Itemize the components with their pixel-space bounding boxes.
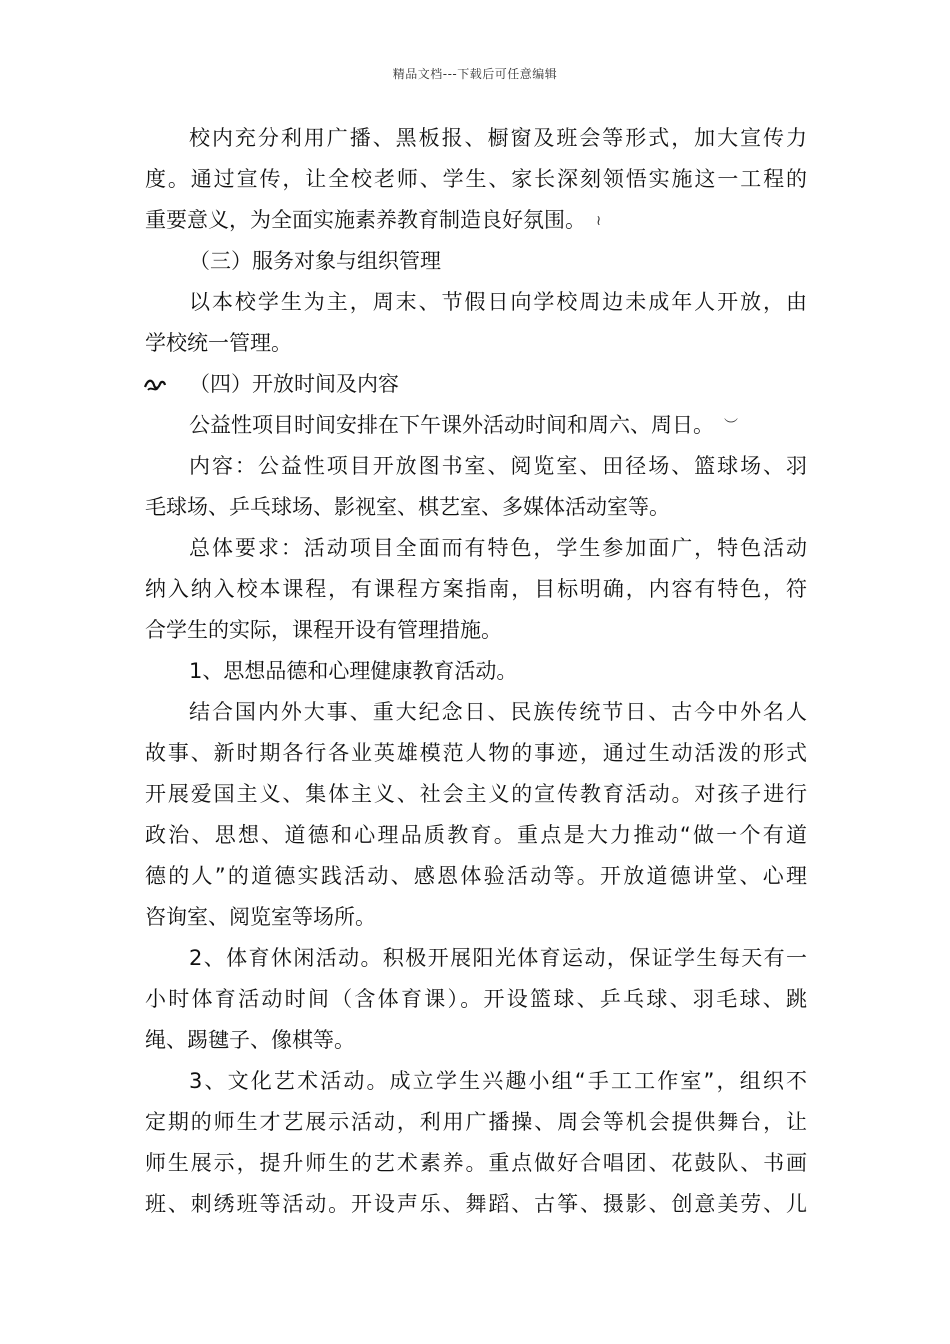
paragraph-line: 开展爱国主义、集体主义、社会主义的宣传教育活动。对孩子进行	[145, 782, 807, 806]
paragraph-line: 班、刺绣班等活动。开设声乐、舞蹈、古筝、摄影、创意美劳、儿	[145, 1192, 807, 1216]
section-heading: （三）服务对象与组织管理	[189, 249, 441, 273]
paragraph-line: 师生展示，提升师生的艺术素养。重点做好合唱团、花鼓队、书画	[145, 1151, 807, 1175]
paragraph-line-text: 公益性项目时间安排在下午课外活动时间和周六、周日。	[189, 413, 714, 437]
paragraph-line-text: 重要意义，为全面实施素养教育制造良好氛围。	[145, 208, 586, 232]
paragraph-line: 小时体育活动时间（含体育课）。开设篮球、乒乓球、羽毛球、跳	[145, 987, 807, 1011]
paragraph-line: 学校统一管理。	[145, 331, 292, 355]
paragraph-line: 纳入纳入校本课程，有课程方案指南，目标明确，内容有特色，符	[145, 577, 807, 601]
paragraph-line: 合学生的实际，课程开设有管理措施。	[145, 618, 502, 642]
paragraph-line: 校内充分利用广播、黑板报、橱窗及班会等形式，加大宣传力	[189, 126, 807, 150]
paragraph-line: 绳、踢毽子、像棋等。	[145, 1028, 355, 1052]
paragraph-line: 咨询室、阅览室等场所。	[145, 905, 376, 929]
scan-mark-icon: ︶	[724, 417, 738, 434]
paragraph-line: 政治、思想、道德和心理品质教育。重点是大力推动“做一个有道	[145, 823, 807, 847]
document-body	[145, 118, 807, 1225]
section-heading-text: （四）开放时间及内容	[189, 372, 399, 396]
paragraph-line: 总体要求：活动项目全面而有特色，学生参加面广，特色活动	[189, 536, 807, 560]
paragraph-line: 内容：公益性项目开放图书室、阅览室、田径场、篮球场、羽	[189, 454, 807, 478]
paragraph-line: 3、文化艺术活动。成立学生兴趣小组“手工工作室”，组织不	[189, 1069, 807, 1093]
paragraph-line: 以本校学生为主，周末、节假日向学校周边未成年人开放，由	[189, 290, 807, 314]
subsection-heading: 1、思想品德和心理健康教育活动。	[189, 659, 518, 683]
page-header: 精品文档---下载后可任意编辑	[392, 67, 558, 81]
paragraph-line: 2、体育休闲活动。积极开展阳光体育运动，保证学生每天有一	[189, 946, 807, 970]
paragraph-line: 德的人”的道德实践活动、感恩体验活动等。开放道德讲堂、心理	[145, 864, 807, 888]
paragraph-line: 定期的师生才艺展示活动，利用广播操、周会等机会提供舞台，让	[145, 1110, 807, 1134]
paragraph-line: 故事、新时期各行各业英雄模范人物的事迹，通过生动活泼的形式	[145, 741, 807, 765]
paragraph-line: 结合国内外大事、重大纪念日、民族传统节日、古今中外名人	[189, 700, 807, 724]
paragraph-line	[145, 200, 807, 241]
scan-mark-icon: ≀	[596, 212, 602, 229]
section-heading	[145, 364, 807, 405]
paragraph-line: 毛球场、乒乓球场、影视室、棋艺室、多媒体活动室等。	[145, 495, 670, 519]
paragraph-line: 度。通过宣传，让全校老师、学生、家长深刻领悟实施这一工程的	[145, 167, 807, 191]
paragraph-line	[145, 405, 807, 446]
scan-squiggle-icon	[142, 373, 168, 395]
